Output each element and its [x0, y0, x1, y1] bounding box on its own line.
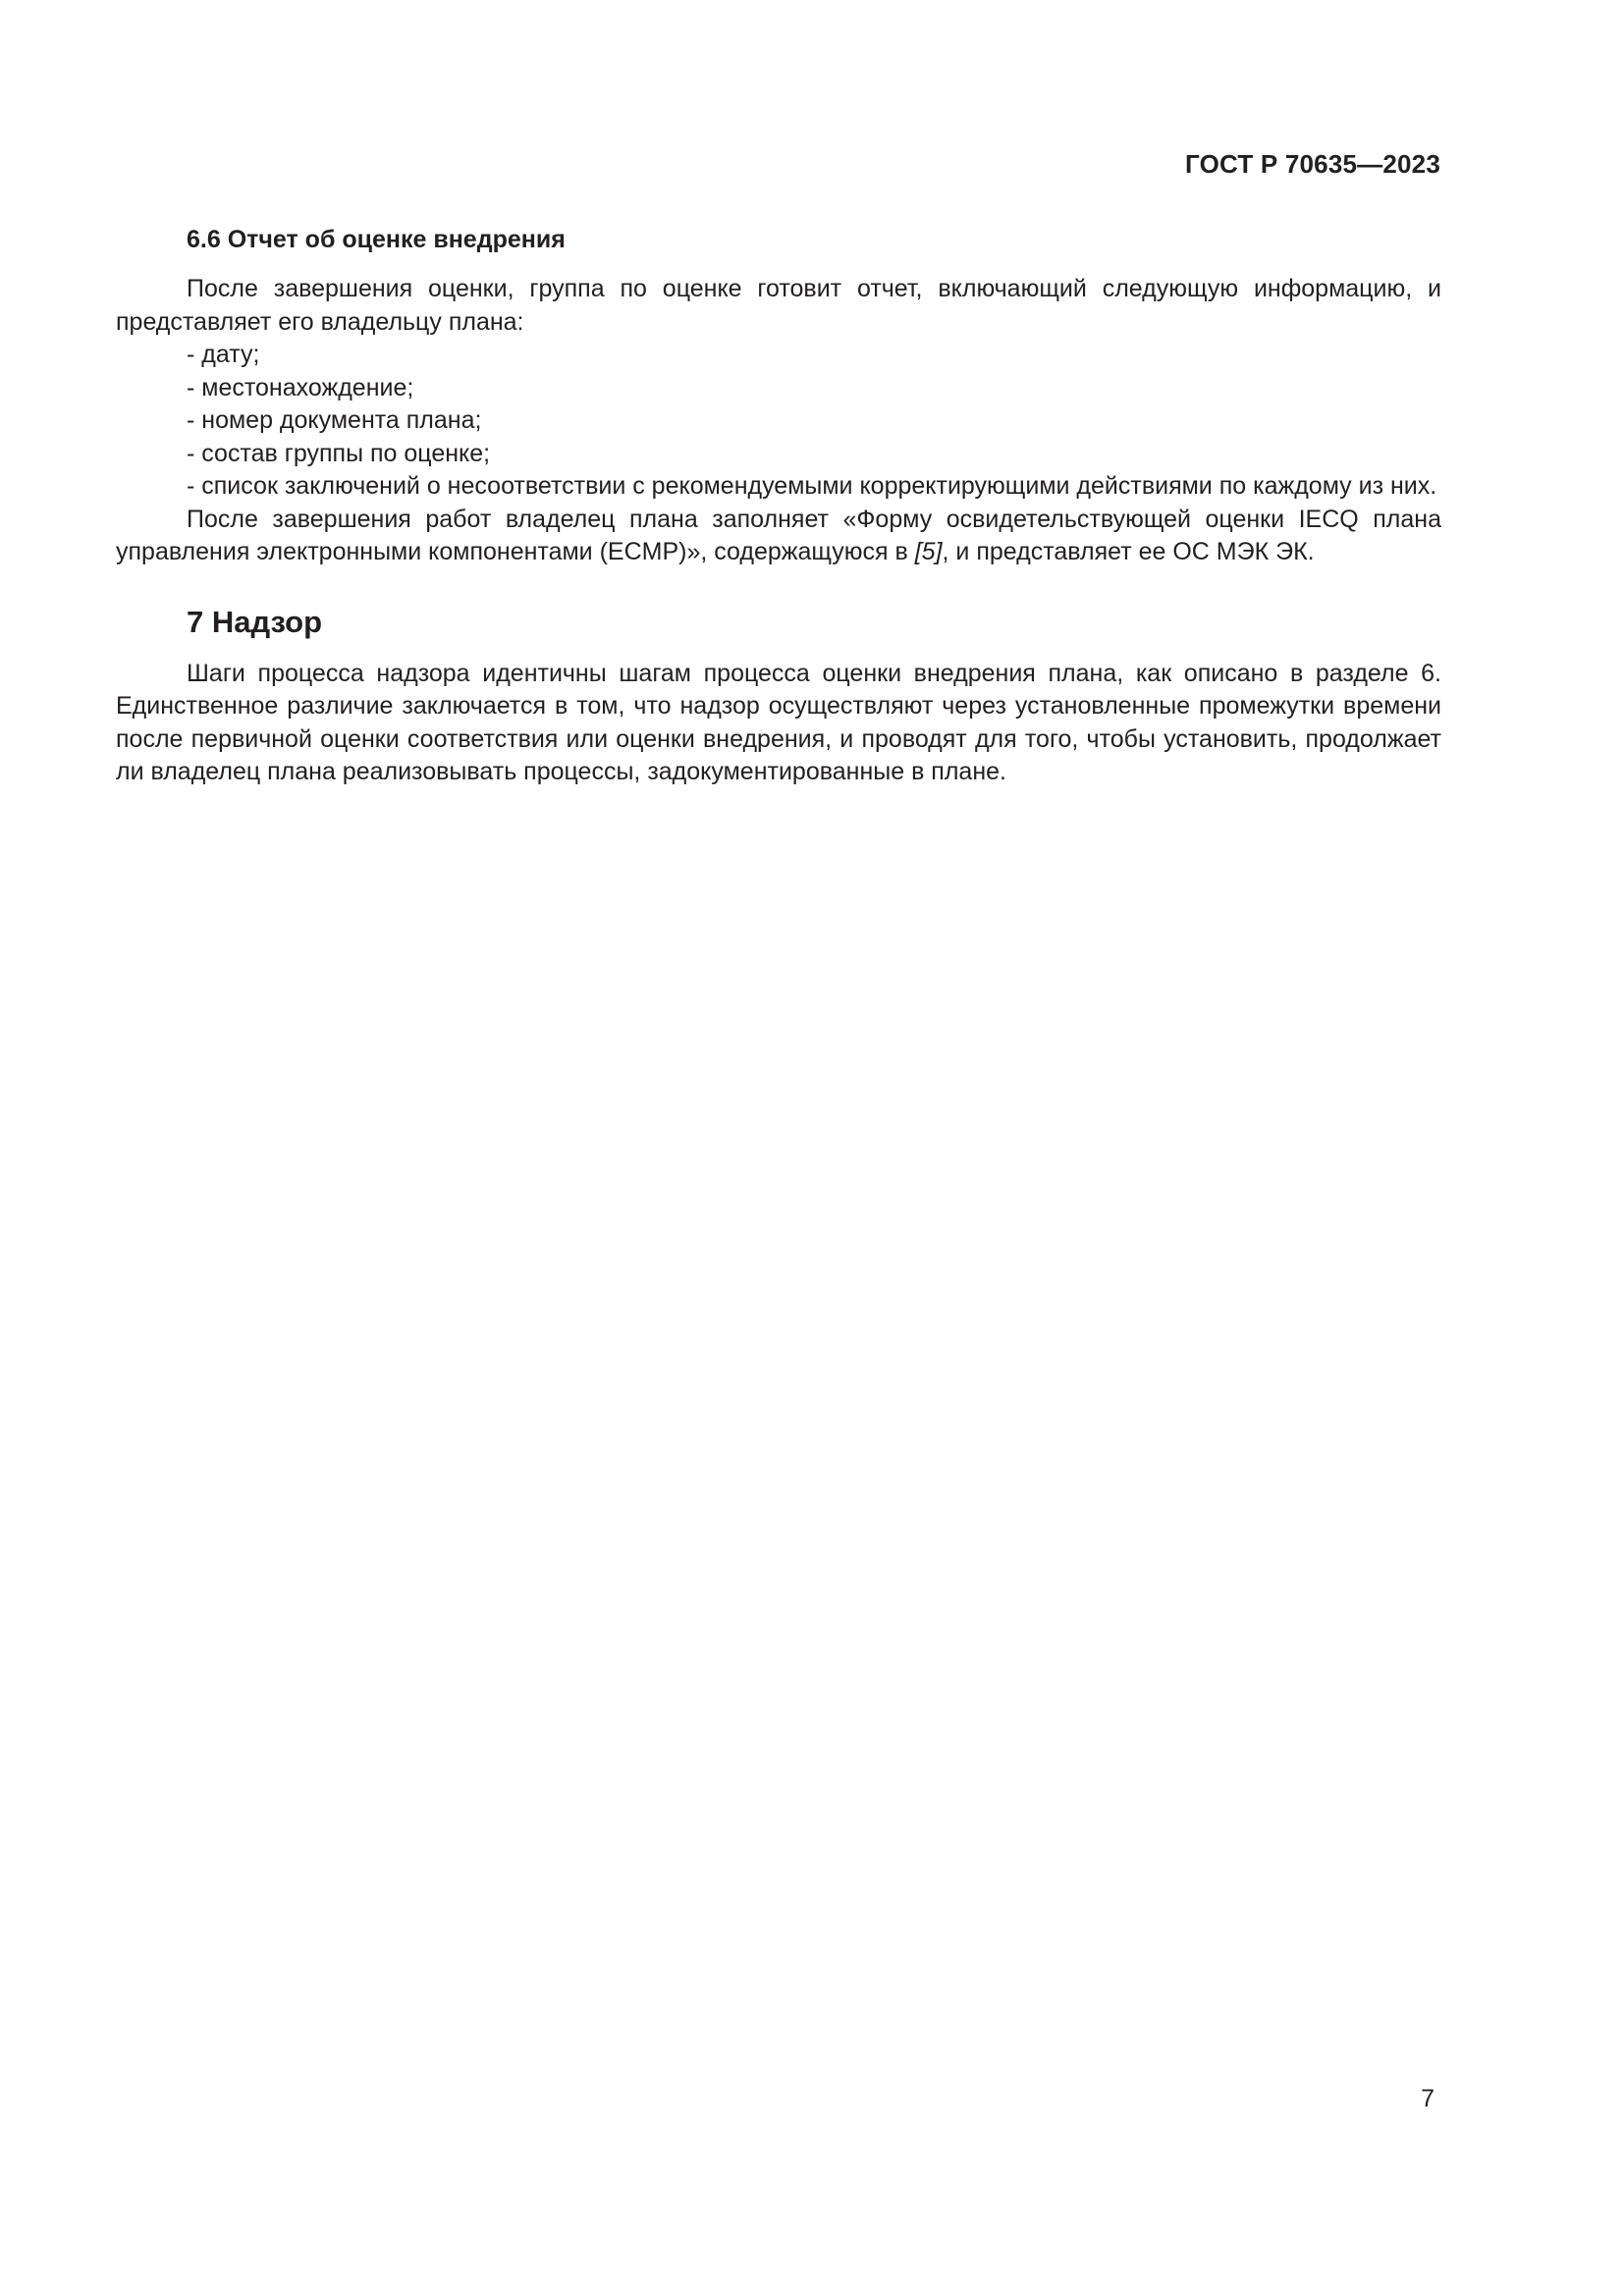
document-code: ГОСТ Р 70635—2023 — [1185, 149, 1440, 179]
list-item-location: - местонахождение; — [187, 373, 414, 401]
report-closing-paragraph — [116, 504, 1441, 569]
list-item-team-composition: - состав группы по оценке; — [187, 439, 491, 467]
surveillance-paragraph: Шаги процесса надзора идентичны шагам процесса оценки внедрения плана, как описано в разделе 6. Единственное различие заключается в том, что надзор осуществляют через установленные промежутки времени после первичной оценки соответствия или оценки внедрения, и проводят для того, чтобы установить, продолжает ли владелец плана реализовывать процессы, задокументированные в плане. — [116, 659, 1441, 785]
section-title-7: 7 Надзор — [187, 604, 323, 639]
closing-text-start: После завершения работ владелец плана заполняет «Форму освидетельствующей оценки IECQ плана управления электронными компонентами (ECMP)», содержащуюся в — [116, 505, 1441, 565]
closing-text-end: , и представляет ее ОС МЭК ЭК. — [942, 538, 1315, 565]
list-item-plan-document-number: - номер документа плана; — [187, 406, 482, 434]
list-item-nonconformity-findings: - список заключений о несоответствии с рекомендуемыми корректирующими действиями по каждому из них. — [187, 472, 1437, 500]
page-content — [116, 222, 1441, 789]
report-intro-paragraph: После завершения оценки, группа по оценке готовит отчет, включающий следующую информацию, и представляет его владельцу плана: — [116, 275, 1441, 336]
page-number: 7 — [1421, 2085, 1435, 2112]
subsection-title-6-6: 6.6 Отчет об оценке внедрения — [187, 226, 566, 253]
list-item-date: - дату; — [187, 341, 260, 368]
bibliography-reference: [5] — [914, 538, 943, 565]
